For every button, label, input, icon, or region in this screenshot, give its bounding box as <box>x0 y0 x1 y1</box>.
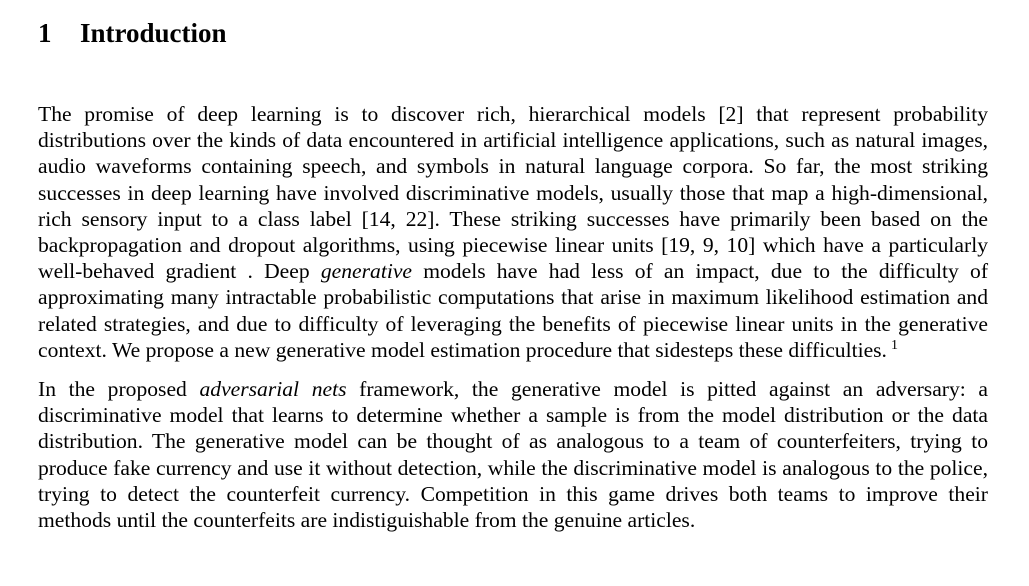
paragraph-2-text-b: framework, the generative model is pitted against an adversary: a discriminative model that learns to determine whether a sample is from the model distribution or the data distribution. The generative model can be thought of as analogous to a team of counterfeiters, trying to produce fake currency and use it without detection, while the discriminative model is analogous to the police, trying to detect the counterfeit currency. Competition in this game drives both teams to improve their methods until the counterfeits are indistiguishable from the genuine articles. <box>38 377 988 533</box>
paragraph-1-text-a: The promise of deep learning is to discover rich, hierarchical models [2] that represent probability distributions over the kinds of data encountered in artificial intelligence applications, such as natural images, audio waveforms containing speech, and symbols in natural language corpora. So far, the most striking successes in deep learning have involved discriminative models, usually those that map a high-dimensional, rich sensory input to a class label [14, 22]. These striking successes have primarily been based on the backpropagation and dropout algorithms, using piecewise linear units [19, 9, 10] which have a particularly well-behaved gradient . Deep <box>38 102 988 284</box>
paragraph-2 <box>38 376 988 533</box>
paragraph-2-text-a: In the proposed <box>38 377 187 402</box>
section-title: Introduction <box>80 18 227 48</box>
paragraph-1-emphasis: generative <box>320 259 412 284</box>
paragraph-1-text-b: models have had less of an impact, due to the difficulty of approximating many intractable probabilistic computations that arise in maximum likelihood estimation and related strategies, and due to difficulty of leveraging the benefits of piecewise linear units in the generative context. We propose a new generative model estimation procedure that sidesteps these difficulties. <box>38 259 989 362</box>
paper-page <box>38 0 988 533</box>
section-number: 1 <box>38 18 52 48</box>
paragraph-2-emphasis: adversarial nets <box>199 377 347 402</box>
footnote-marker[interactable]: 1 <box>890 337 898 353</box>
paragraph-1 <box>38 101 988 363</box>
section-heading <box>38 0 988 49</box>
